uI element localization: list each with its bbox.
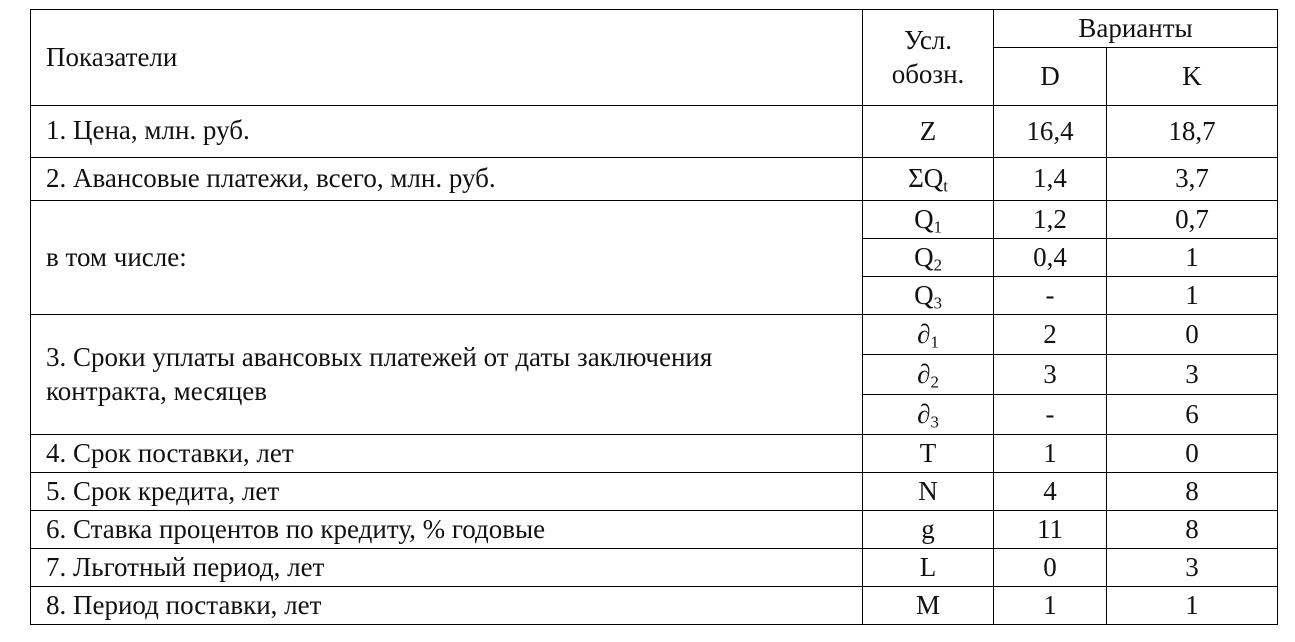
- row-value-d: -: [994, 395, 1107, 435]
- row-label: 5. Срок кредита, лет: [31, 473, 863, 511]
- symbol-subscript: 2: [933, 255, 942, 275]
- row-symbol: [863, 587, 994, 625]
- symbol-base: Q: [914, 241, 934, 272]
- row-value-d: 0,4: [994, 239, 1107, 277]
- row-value-k: 1: [1107, 587, 1278, 625]
- symbol-base: Q: [914, 203, 934, 234]
- row-symbol: [863, 277, 994, 315]
- indicators-table: [30, 9, 1278, 625]
- symbol-base: T: [919, 437, 937, 468]
- table-row: [31, 158, 1278, 201]
- symbol-subscript: t: [943, 176, 948, 196]
- row-symbol: [863, 435, 994, 473]
- row-label: 6. Ставка процентов по кредиту, % годовые: [31, 511, 863, 549]
- row-label: 2. Авансовые платежи, всего, млн. руб.: [31, 158, 863, 201]
- table-row: [31, 587, 1278, 625]
- symbol-base: L: [919, 551, 937, 582]
- row-symbol: [863, 549, 994, 587]
- row-symbol: [863, 239, 994, 277]
- partial-symbol: ∂: [917, 358, 931, 389]
- header-symbol-line2: обозн.: [891, 58, 965, 89]
- row-symbol: [863, 315, 994, 355]
- row-value-d: 16,4: [994, 106, 1107, 158]
- row-value-k: 6: [1107, 395, 1278, 435]
- header-variants: Варианты: [994, 10, 1278, 48]
- row-label: 4. Срок поставки, лет: [31, 435, 863, 473]
- row-value-k: 1: [1107, 277, 1278, 315]
- table-row: [31, 315, 1278, 355]
- table-row: [31, 435, 1278, 473]
- row-symbol: [863, 395, 994, 435]
- symbol-subscript: 1: [930, 332, 939, 352]
- row-value-k: 8: [1107, 473, 1278, 511]
- partial-symbol: ∂: [917, 398, 931, 429]
- table-row: [31, 201, 1278, 239]
- row-value-k: 1: [1107, 239, 1278, 277]
- symbol-base: N: [918, 475, 938, 506]
- row-value-d: 0: [994, 549, 1107, 587]
- table-row: [31, 106, 1278, 158]
- table-row: [31, 511, 1278, 549]
- partial-symbol: ∂: [917, 318, 931, 349]
- row-label: в том числе:: [31, 201, 863, 315]
- row-symbol: [863, 473, 994, 511]
- row-value-k: 3,7: [1107, 158, 1278, 201]
- row-value-d: 1,2: [994, 201, 1107, 239]
- symbol-subscript: 1: [933, 217, 942, 237]
- row-label-line2: контракта, месяцев: [46, 375, 268, 406]
- row-label-line1: 3. Сроки уплаты авансовых платежей от даты заключения: [46, 341, 713, 372]
- symbol-subscript: 2: [930, 372, 939, 392]
- row-value-k: 0,7: [1107, 201, 1278, 239]
- row-label: [31, 315, 863, 435]
- header-variant-k: K: [1107, 48, 1278, 106]
- symbol-base: g: [921, 513, 935, 544]
- table-row: [31, 473, 1278, 511]
- row-label: 1. Цена, млн. руб.: [31, 106, 863, 158]
- row-symbol: [863, 158, 994, 201]
- row-value-k: 3: [1107, 355, 1278, 395]
- row-label: 8. Период поставки, лет: [31, 587, 863, 625]
- symbol-base: Q: [914, 279, 934, 310]
- row-symbol: [863, 511, 994, 549]
- table-row: [31, 549, 1278, 587]
- header-variant-d: D: [994, 48, 1107, 106]
- row-value-d: 1: [994, 587, 1107, 625]
- header-symbol: [863, 10, 994, 106]
- symbol-base: M: [915, 589, 940, 620]
- row-value-k: 0: [1107, 315, 1278, 355]
- row-value-k: 3: [1107, 549, 1278, 587]
- row-value-d: 3: [994, 355, 1107, 395]
- header-indicators: Показатели: [31, 10, 863, 106]
- row-value-d: 1,4: [994, 158, 1107, 201]
- symbol-subscript: 3: [930, 412, 939, 432]
- row-value-d: 11: [994, 511, 1107, 549]
- row-value-d: 4: [994, 473, 1107, 511]
- symbol-base: ΣQ: [908, 163, 944, 194]
- row-value-k: 8: [1107, 511, 1278, 549]
- row-value-k: 18,7: [1107, 106, 1278, 158]
- row-symbol: [863, 355, 994, 395]
- row-symbol: [863, 201, 994, 239]
- row-label: 7. Льготный период, лет: [31, 549, 863, 587]
- symbol-base: Z: [919, 115, 937, 146]
- symbol-subscript: 3: [933, 293, 942, 313]
- row-value-d: 1: [994, 435, 1107, 473]
- header-symbol-line1: Усл.: [903, 24, 953, 55]
- row-symbol: [863, 106, 994, 158]
- row-value-k: 0: [1107, 435, 1278, 473]
- row-value-d: 2: [994, 315, 1107, 355]
- row-value-d: -: [994, 277, 1107, 315]
